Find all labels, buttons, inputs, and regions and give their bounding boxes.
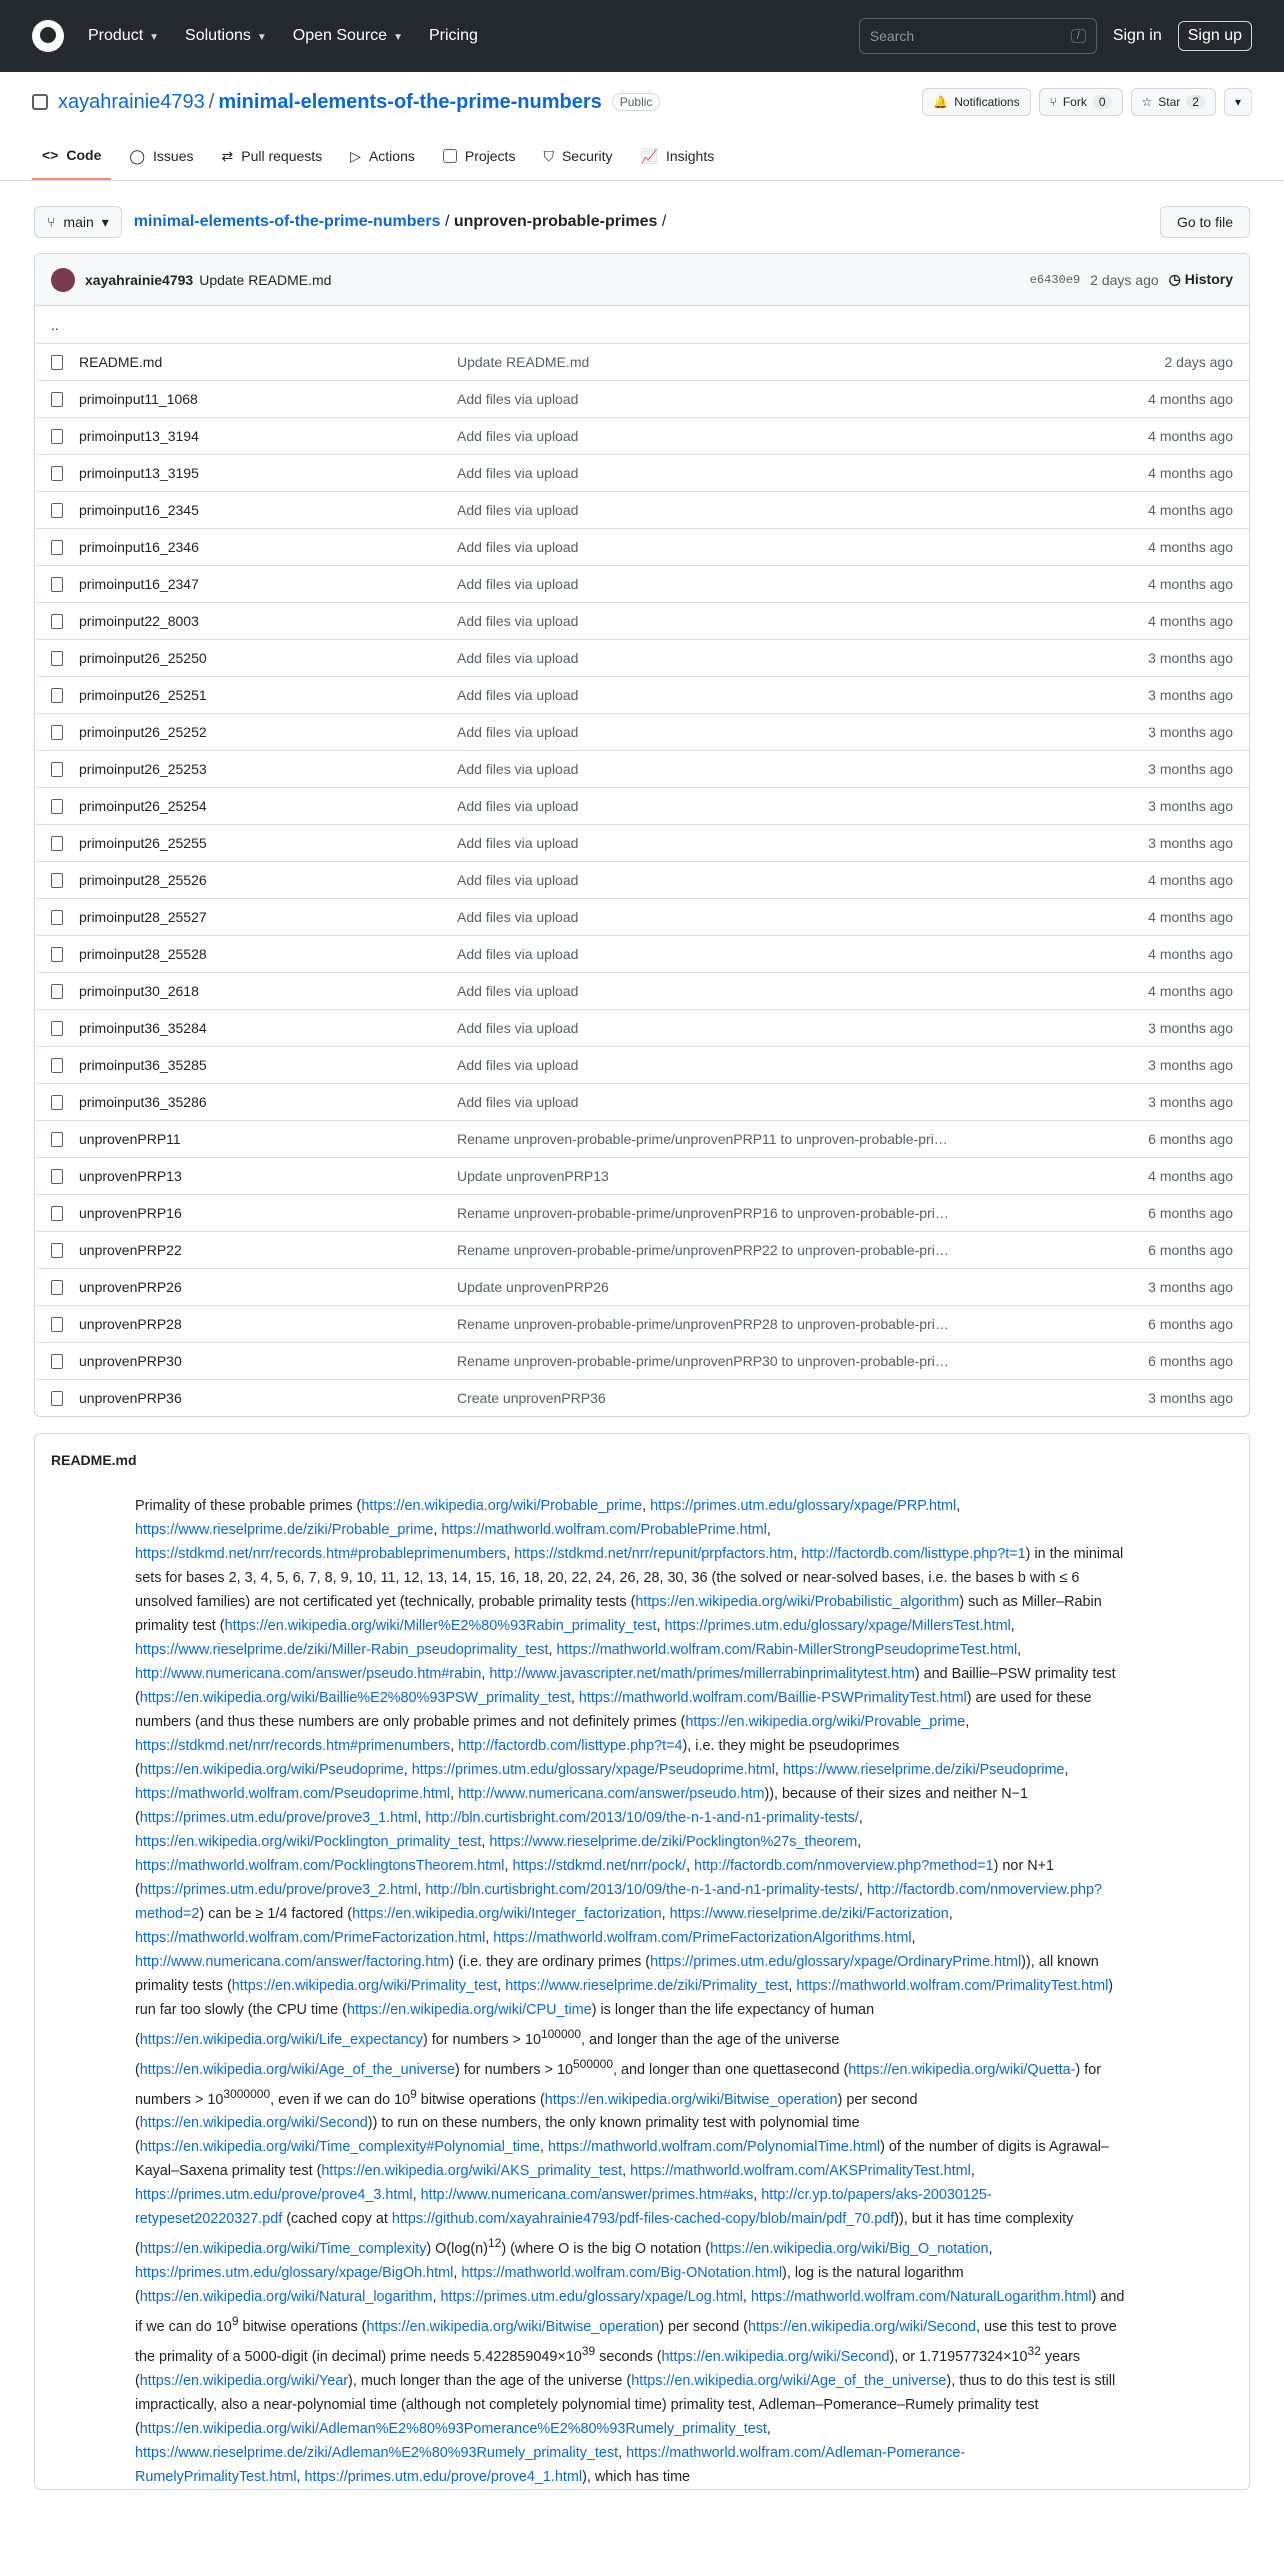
file-commit-message-link[interactable]: Add files via upload <box>457 428 579 444</box>
file-age: 6 months ago <box>1148 1131 1233 1147</box>
repo-tabs <box>32 132 1252 180</box>
top-nav <box>88 27 478 45</box>
readme-link[interactable]: https://www.rieselprime.de/ziki/Probable_prime <box>135 1522 434 1538</box>
readme-link[interactable]: http://bln.curtisbright.com/2013/10/09/the-n-1-and-n1-primality-tests/ <box>425 1810 859 1826</box>
star-dropdown-button[interactable] <box>1224 88 1252 116</box>
file-commit-message-link[interactable]: Create unprovenPRP36 <box>457 1390 606 1406</box>
tab-security[interactable]: ⛉ Security <box>543 147 613 164</box>
file-age: 3 months ago <box>1148 1390 1233 1406</box>
file-age: 4 months ago <box>1148 502 1233 518</box>
readme-link[interactable]: https://en.wikipedia.org/wiki/Miller%E2%80%93Rabin_primality_test <box>224 1618 657 1634</box>
file-icon <box>51 1206 63 1221</box>
nav-open-source[interactable]: Open Source ▼ <box>292 27 403 44</box>
file-age: 3 months ago <box>1148 798 1233 814</box>
file-icon <box>51 762 63 777</box>
readme-link[interactable]: http://factordb.com/nmoverview.php?method=2 <box>135 1882 1103 1922</box>
file-age: 4 months ago <box>1148 946 1233 962</box>
file-commit-message-link[interactable]: Add files via upload <box>457 761 579 777</box>
readme-link[interactable]: https://en.wikipedia.org/wiki/Pocklington_primality_test <box>135 1834 482 1850</box>
chevron-down-icon: ▾ <box>1234 95 1241 109</box>
file-icon <box>51 947 63 962</box>
file-row[interactable] <box>35 1379 1249 1416</box>
file-commit-message-link[interactable]: Add files via upload <box>457 650 579 666</box>
latest-commit-bar <box>35 254 1249 306</box>
file-name-link[interactable]: primoinput16_2347 <box>79 576 199 592</box>
file-age: 4 months ago <box>1148 909 1233 925</box>
file-age: 4 months ago <box>1148 872 1233 888</box>
star-icon: ☆ <box>1141 95 1153 109</box>
tab-projects[interactable]: Projects <box>433 132 526 180</box>
file-icon <box>51 799 63 814</box>
file-icon <box>51 873 63 888</box>
file-name-link[interactable]: unprovenPRP16 <box>79 1205 182 1221</box>
file-name-link[interactable]: primoinput16_2346 <box>79 539 199 555</box>
file-commit-message-link[interactable]: Add files via upload <box>457 909 579 925</box>
search-shortcut-key: / <box>1071 29 1086 43</box>
file-row[interactable] <box>35 1194 1249 1231</box>
file-row[interactable] <box>35 935 1249 972</box>
readme-link[interactable]: https://stdkmd.net/nrr/records.htm#primenumbers <box>135 1738 451 1754</box>
file-name-link[interactable]: primoinput26_25254 <box>79 798 207 814</box>
site-header <box>0 0 1284 72</box>
readme-link[interactable]: https://mathworld.wolfram.com/Rabin-MillerStrongPseudoprimeTest.html <box>556 1642 1018 1658</box>
file-commit-message-link[interactable]: Update unprovenPRP13 <box>457 1168 609 1184</box>
file-row[interactable] <box>35 602 1249 639</box>
file-icon <box>51 503 63 518</box>
file-row[interactable] <box>35 417 1249 454</box>
readme-link[interactable]: https://en.wikipedia.org/wiki/Pseudoprime <box>139 1762 404 1778</box>
file-name-link[interactable]: primoinput28_25528 <box>79 946 207 962</box>
readme-link[interactable]: http://cr.yp.to/papers/aks-20030125-retypeset20220327.pdf <box>135 2187 992 2228</box>
readme-link[interactable]: https://mathworld.wolfram.com/Adleman-Pomerance-RumelyPrimalityTest.html <box>135 2444 966 2485</box>
file-name-link[interactable]: primoinput26_25250 <box>79 650 207 666</box>
file-age: 6 months ago <box>1148 1316 1233 1332</box>
readme-link[interactable]: https://en.wikipedia.org/wiki/Quetta- <box>848 2061 1076 2078</box>
readme-link[interactable]: https://stdkmd.net/nrr/pock/ <box>512 1858 687 1874</box>
file-commit-message-link[interactable]: Add files via upload <box>457 872 579 888</box>
path-separator: / <box>208 90 215 113</box>
file-commit-message-link[interactable]: Add files via upload <box>457 391 579 407</box>
readme-link[interactable]: https://en.wikipedia.org/wiki/Age_of_the_universe <box>631 2372 947 2389</box>
readme-link[interactable]: https://primes.utm.edu/prove/prove3_1.html <box>139 1810 418 1826</box>
file-row[interactable] <box>35 343 1249 380</box>
readme-title: README.md <box>51 1452 137 1468</box>
breadcrumb-folder: unproven-probable-primes <box>453 213 658 230</box>
readme-link[interactable]: https://www.rieselprime.de/ziki/Factorization <box>669 1906 949 1922</box>
readme-paragraph: Primality of these probable primes (https://en.wikipedia.org/wiki/Probable_prime, https://primes.utm.edu/glossary/xpage/PRP.html, https://www.rieselprime.de/ziki/Probable_prime, https://mathworld.wolfram.com/ProbablePrime.html, https://stdkmd.net/nrr/records.htm#probableprimenumbers, https://stdkmd.net/nrr/repunit/prpfactors.htm, http://factordb.com/listtype.php?t=1) in the minimal sets for bases 2, 3, 4, 5, 6, 7, 8, 9, 10, 11, 12, 13, 14, 15, 16, 18, 20, 22, 24, 26, 28, 30, 36 (the solved or near-solved bases, i.e. the bases b with ≤ 6 unsolved families) are not certificated yet (technically, probable primality tests (https://en.wikipedia.org/wiki/Probabilistic_algorithm) such as Miller–Rabin primality test (https://en.wikipedia.org/wiki/Miller%E2%80%93Rabin_primality_test, https://primes.utm.edu/glossary/xpage/MillersTest.html, https://www.rieselprime.de/ziki/Miller-Rabin_pseudoprimality_test, https://mathworld.wolfram.com/Rabin-MillerStrongPseudoprimeTest.html, http://www.numericana.com/answer/pseudo.htm#rabin, http://www.javascripter.net/math/primes/millerrabinprimalitytest.htm) and Baillie–PSW primality test (https://en.wikipedia.org/wiki/Baillie%E2%80%93PSW_primality_test, https://mathworld.wolfram.com/Baillie-PSWPrimalityTest.html) are used for these numbers (and thus these numbers are only probable primes and not definitely primes (https://en.wikipedia.org/wiki/Provable_prime, https://stdkmd.net/nrr/records.htm#primenumbers, http://factordb.com/listtype.php?t=4), i.e. they might be pseudoprimes (https://en.wikipedia.org/wiki/Pseudoprime, https://primes.utm.edu/glossary/xpage/Pseudoprime.html, https://www.rieselprime.de/ziki/Pseudoprime, https://mathworld.wolfram.com/Pseudoprime.html, http://www.numericana.com/answer/pseudo.htm)), because of their sizes and neither N−1 (https://primes.utm.edu/prove/prove3_1.html, http://bln.curtisbright.com/2013/10/09/the-n-1-and-n1-primality-tests/, https://en.wikipedia.org/wiki/Pocklington_primality_test, https://www.rieselprime.de/ziki/Pocklington%27s_theorem, https://mathworld.wolfram.com/PocklingtonsTheorem.html, https://stdkmd.net/nrr/pock/, http://factordb.com/nmoverview.php?method=1) nor N+1 (https://primes.utm.edu/prove/prove3_2.html, http://bln.curtisbright.com/2013/10/09/the-n-1-and-n1-primality-tests/, http://factordb.com/nmoverview.php?method=2) can be ≥ 1/4 factored (https://en.wikipedia.org/wiki/Integer_factorization, https://www.rieselprime.de/ziki/Factorization, https://mathworld.wolfram.com/PrimeFactorization.html, https://mathworld.wolfram.com/PrimeFactorizationAlgorithms.html, http://www.numericana.com/answer/factoring.htm) (i.e. they are ordinary primes (https://primes.utm.edu/glossary/xpage/OrdinaryPrime.html)), all known primality tests (https://en.wikipedia.org/wiki/Primality_test, https://www.rieselprime.de/ziki/Primality_test, https://mathworld.wolfram.com/PrimalityTest.html) run far too slowly (the CPU time (https://en.wikipedia.org/wiki/CPU_time) is longer than the life expectancy of human (https://en.wikipedia.org/wiki/Life_expectancy) for numbers > $10^{100000}$, and longer than the age of the universe (https://en.wikipedia.org/wiki/Age_of_the_universe) for numbers > $10^{500000}$, and longer than one quettasecond (https://en.wikipedia.org/wiki/Quetta-) for numbers > $10^{3000000}$, even if we can do $10^9$ bitwise operations (https://en.wikipedia.org/wiki/Bitwise_operation) per second (https://en.wikipedia.org/wiki/Second)) to run on these numbers, the only known primality test with polynomial time (https://en.wikipedia.org/wiki/Time_complexity#Polynomial_time, https://mathworld.wolfram.com/PolynomialTime.html) of the number of digits is Agrawal–Kayal–Saxena primality test (https://en.wikipedia.org/wiki/AKS_primality_test, https://mathworld.wolfram.com/AKSPrimalityTest.html, https://primes.utm.edu/prove/prove4_3.html, http://www.numericana.com/answer/primes.htm#aks, http://cr.yp.to/papers/aks-20030125-retypeset20220327.pdf (cached copy at https://github.com/xayahrainie4793/pdf-files-cached-copy/blob/main/pdf_70.pdf)), but it has time complexity (https://en.wikipedia.org/wiki/Time_complexity) $O(\log(n)^{12})$ (where O is the big O notation (https://en.wikipedia.org/wiki/Big_O_notation, https://primes.utm.edu/glossary/xpage/BigOh.html, https://mathworld.wolfram.com/Big-ONotation.html), log is the natural logarithm (https://en.wikipedia.org/wiki/Natural_logarithm, https://primes.utm.edu/glossary/xpage/Log.html, https://mathworld.wolfram.com/NaturalLogarithm.html) and if we can do $10^9$ bitwise operations (https://en.wikipedia.org/wiki/Bitwise_operation) per second (https://en.wikipedia.org/wiki/Second, use this test to prove the primality of a 5000-digit (in decimal) prime needs $5.422859049\times 10^{39}$ seconds (https://en.wikipedia.org/wiki/Second), or $1.719577324\times 10^{32}$ years (https://en.wikipedia.org/wiki/Year), much longer than the age of the universe (https://en.wikipedia.org/wiki/Age_of_the_universe), thus to do this test is still impractically, also a near-polynomial time (although not completely polynomial time) primality test, Adleman–Pomerance–Rumely primality test (https://en.wikipedia.org/wiki/Adleman%E2%80%93Pomerance%E2%80%93Rumely_primality_test, https://www.rieselprime.de/ziki/Adleman%E2%80%93Rumely_primality_test, https://mathworld.wolfram.com/Adleman-Pomerance-RumelyPrimalityTest.html, https://primes.utm.edu/prove/prove4_1.html), which has time <box>135 1498 1125 2485</box>
readme-link[interactable]: https://en.wikipedia.org/wiki/Life_expectancy <box>139 2031 423 2048</box>
file-age: 3 months ago <box>1148 1279 1233 1295</box>
readme-link[interactable]: https://mathworld.wolfram.com/NaturalLogarithm.html <box>750 2289 1092 2306</box>
file-commit-message-link[interactable]: Add files via upload <box>457 798 579 814</box>
file-commit-message-link[interactable]: Add files via upload <box>457 576 579 592</box>
file-row[interactable] <box>35 380 1249 417</box>
file-name-link[interactable]: primoinput16_2345 <box>79 502 199 518</box>
file-commit-message-link[interactable]: Rename unproven-probable-prime/unprovenPRP30 to unproven-probable-pri… <box>457 1353 949 1369</box>
tab-pull-requests[interactable]: ⇄ Pull requests <box>221 147 323 164</box>
file-row[interactable] <box>35 713 1249 750</box>
tab-actions[interactable]: ▷ Actions <box>350 147 415 164</box>
branch-icon: ⑂ <box>47 214 56 230</box>
file-name-link[interactable]: primoinput26_25253 <box>79 761 207 777</box>
file-commit-message-link[interactable]: Rename unproven-probable-prime/unprovenPRP28 to unproven-probable-pri… <box>457 1316 949 1332</box>
file-row[interactable] <box>35 1046 1249 1083</box>
chevron-down-icon: ▼ <box>393 32 403 43</box>
readme-link[interactable]: https://primes.utm.edu/glossary/xpage/PRP.html <box>650 1498 957 1514</box>
notifications-button[interactable]: 🔔 Notifications <box>922 88 1030 116</box>
file-row[interactable] <box>35 861 1249 898</box>
file-commit-message-link[interactable]: Add files via upload <box>457 465 579 481</box>
readme-link[interactable]: http://factordb.com/listtype.php?t=1 <box>801 1546 1026 1562</box>
readme-link[interactable]: https://en.wikipedia.org/wiki/Primality_test <box>231 1978 498 1994</box>
file-name-link[interactable]: unprovenPRP26 <box>79 1279 182 1295</box>
file-name-link[interactable]: README.md <box>79 354 163 370</box>
file-name-link[interactable]: primoinput26_25255 <box>79 835 207 851</box>
parent-directory-row[interactable]: .. <box>51 316 59 333</box>
readme-link[interactable]: https://en.wikipedia.org/wiki/Second <box>139 2115 368 2132</box>
readme-link[interactable]: https://en.wikipedia.org/wiki/CPU_time <box>346 2002 592 2018</box>
file-commit-message-link[interactable]: Add files via upload <box>457 613 579 629</box>
file-icon <box>51 688 63 703</box>
file-icon <box>51 651 63 666</box>
file-age: 3 months ago <box>1148 724 1233 740</box>
file-commit-message-link[interactable]: Rename unproven-probable-prime/unprovenPRP11 to unproven-probable-pri… <box>457 1131 948 1147</box>
file-row[interactable] <box>35 454 1249 491</box>
pull-request-icon: ⇄ <box>221 147 234 164</box>
file-row[interactable] <box>35 787 1249 824</box>
file-row[interactable] <box>35 824 1249 861</box>
file-row[interactable] <box>35 639 1249 676</box>
file-age: 3 months ago <box>1148 687 1233 703</box>
file-icon <box>51 1391 63 1406</box>
file-icon <box>51 540 63 555</box>
star-count: 2 <box>1186 95 1205 109</box>
readme-link[interactable]: https://en.wikipedia.org/wiki/Time_complexity <box>139 2241 427 2258</box>
readme-link[interactable]: https://primes.utm.edu/prove/prove4_3.html <box>135 2187 413 2204</box>
file-row[interactable] <box>35 528 1249 565</box>
breadcrumb-root-link[interactable]: minimal-elements-of-the-prime-numbers <box>133 213 441 230</box>
fork-count: 0 <box>1093 95 1112 109</box>
file-name-link[interactable]: unprovenPRP22 <box>79 1242 182 1258</box>
file-commit-message-link[interactable]: Update README.md <box>457 354 590 370</box>
file-row[interactable] <box>35 1157 1249 1194</box>
file-row[interactable] <box>35 1120 1249 1157</box>
readme-link[interactable]: https://mathworld.wolfram.com/PocklingtonsTheorem.html <box>135 1858 505 1874</box>
avatar[interactable] <box>51 268 75 292</box>
readme-link[interactable]: https://en.wikipedia.org/wiki/Bitwise_operation <box>366 2318 660 2335</box>
file-name-link[interactable]: primoinput26_25251 <box>79 687 207 703</box>
readme-link[interactable]: https://mathworld.wolfram.com/PrimeFactorization.html <box>135 1930 486 1946</box>
readme-link[interactable]: https://mathworld.wolfram.com/PrimalityTest.html <box>796 1978 1109 1994</box>
file-name-link[interactable]: unprovenPRP28 <box>79 1316 182 1332</box>
file-age: 4 months ago <box>1148 539 1233 555</box>
readme-link[interactable]: https://stdkmd.net/nrr/repunit/prpfactors.htm <box>514 1546 794 1562</box>
file-commit-message-link[interactable]: Rename unproven-probable-prime/unprovenPRP22 to unproven-probable-pri… <box>457 1242 949 1258</box>
file-icon <box>51 836 63 851</box>
file-name-link[interactable]: unprovenPRP11 <box>79 1131 181 1147</box>
chevron-down-icon: ▼ <box>149 32 160 43</box>
readme-link[interactable]: http://factordb.com/nmoverview.php?method=1 <box>694 1858 994 1874</box>
file-row[interactable] <box>35 491 1249 528</box>
file-age: 4 months ago <box>1148 576 1233 592</box>
file-icon <box>51 1058 63 1073</box>
star-button[interactable]: ☆ Star 2 <box>1131 88 1216 116</box>
readme-link[interactable]: https://en.wikipedia.org/wiki/Provable_prime <box>685 1714 966 1730</box>
readme-link[interactable]: https://en.wikipedia.org/wiki/AKS_primality_test <box>321 2163 623 2180</box>
readme-link[interactable]: https://www.rieselprime.de/ziki/Pocklington%27s_theorem <box>489 1834 858 1850</box>
readme-link[interactable]: https://en.wikipedia.org/wiki/Natural_logarithm <box>139 2289 433 2306</box>
readme-link[interactable]: https://en.wikipedia.org/wiki/Probabilistic_algorithm <box>635 1594 960 1610</box>
file-row[interactable] <box>35 1342 1249 1379</box>
readme-link[interactable]: https://primes.utm.edu/glossary/xpage/OrdinaryPrime.html <box>650 1954 1022 1970</box>
file-icon <box>51 355 63 370</box>
shield-icon: ⛉ <box>543 147 554 164</box>
readme-link[interactable]: http://www.numericana.com/answer/pseudo.htm <box>458 1786 765 1802</box>
branch-selector[interactable]: ⑂ main ▾ <box>34 206 122 238</box>
file-icon <box>51 392 63 407</box>
file-row[interactable] <box>35 1268 1249 1305</box>
readme-link[interactable]: https://mathworld.wolfram.com/AKSPrimalityTest.html <box>630 2163 971 2180</box>
readme-link[interactable]: https://en.wikipedia.org/wiki/Year <box>139 2372 349 2389</box>
readme-link[interactable]: https://mathworld.wolfram.com/ProbablePrime.html <box>441 1522 767 1538</box>
commit-sha-link[interactable]: e6430e9 <box>1029 272 1081 287</box>
path-separator: / <box>444 213 454 230</box>
code-icon: <> <box>42 147 59 163</box>
nav-product[interactable]: Product ▼ <box>88 27 160 44</box>
file-age: 4 months ago <box>1148 1168 1233 1184</box>
readme-link[interactable]: https://www.rieselprime.de/ziki/Pseudoprime <box>782 1762 1065 1778</box>
file-icon <box>51 1243 63 1258</box>
file-age: 4 months ago <box>1148 983 1233 999</box>
repo-header <box>0 72 1284 181</box>
file-commit-message-link[interactable]: Add files via upload <box>457 835 579 851</box>
search-input[interactable]: Search / <box>859 18 1097 54</box>
readme-link[interactable]: https://en.wikipedia.org/wiki/Time_complexity#Polynomial_time <box>139 2139 540 2156</box>
file-age: 3 months ago <box>1148 835 1233 851</box>
sign-up-button[interactable]: Sign up <box>1178 21 1252 51</box>
file-row[interactable] <box>35 1083 1249 1120</box>
readme-link[interactable]: http://www.javascripter.net/math/primes/millerrabinprimalitytest.htm <box>489 1666 915 1682</box>
issue-icon: ◯ <box>129 147 146 164</box>
file-row[interactable] <box>35 750 1249 787</box>
repo-owner-link[interactable]: xayahrainie4793 <box>58 90 205 113</box>
tab-code[interactable]: <> Code <box>32 132 111 180</box>
readme-link[interactable]: http://www.numericana.com/answer/factoring.htm <box>135 1954 450 1970</box>
readme-panel <box>34 1433 1250 2490</box>
file-row[interactable] <box>35 565 1249 602</box>
breadcrumb <box>134 213 667 231</box>
file-name-link[interactable]: unprovenPRP36 <box>79 1390 182 1406</box>
file-name-link[interactable]: unprovenPRP30 <box>79 1353 182 1369</box>
tab-insights[interactable]: 📈 Insights <box>640 147 715 164</box>
file-icon <box>51 984 63 999</box>
bell-icon: 🔔 <box>933 95 949 109</box>
file-icon <box>51 1317 63 1332</box>
repo-name-link[interactable]: minimal-elements-of-the-prime-numbers <box>218 90 602 113</box>
readme-link[interactable]: https://primes.utm.edu/prove/prove3_2.html <box>139 1882 418 1898</box>
main-content <box>0 181 1284 2490</box>
table-icon <box>443 149 457 163</box>
file-row[interactable] <box>35 1231 1249 1268</box>
readme-link[interactable]: https://mathworld.wolfram.com/Baillie-PSWPrimalityTest.html <box>578 1690 967 1706</box>
file-icon <box>51 1169 63 1184</box>
readme-body <box>35 1486 1249 2489</box>
file-browser <box>34 253 1250 1417</box>
file-age: 3 months ago <box>1148 1020 1233 1036</box>
file-icon <box>51 725 63 740</box>
file-name-link[interactable]: primoinput36_35286 <box>79 1094 207 1110</box>
readme-link[interactable]: http://www.numericana.com/answer/primes.htm#aks <box>420 2187 754 2204</box>
sign-in-link[interactable]: Sign in <box>1112 27 1162 44</box>
readme-link[interactable]: https://mathworld.wolfram.com/PrimeFactorizationAlgorithms.html <box>493 1930 912 1946</box>
file-commit-message-link[interactable]: Add files via upload <box>457 983 579 999</box>
readme-link[interactable]: https://en.wikipedia.org/wiki/Big_O_notation <box>710 2241 989 2258</box>
file-icon <box>51 466 63 481</box>
file-age: 3 months ago <box>1148 761 1233 777</box>
history-icon: ◷ <box>1168 271 1185 287</box>
file-icon <box>51 577 63 592</box>
readme-link[interactable]: https://stdkmd.net/nrr/records.htm#probableprimenumbers <box>135 1546 507 1562</box>
play-icon: ▷ <box>350 147 361 164</box>
readme-link[interactable]: https://mathworld.wolfram.com/PolynomialTime.html <box>547 2139 881 2156</box>
readme-link[interactable]: https://en.wikipedia.org/wiki/Adleman%E2%80%93Pomerance%E2%80%93Rumely_primality_test <box>139 2420 767 2437</box>
file-age: 4 months ago <box>1148 428 1233 444</box>
file-commit-message-link[interactable]: Add files via upload <box>457 1094 579 1110</box>
readme-link[interactable]: https://en.wikipedia.org/wiki/Second <box>748 2318 977 2335</box>
commit-message-link[interactable]: Update README.md <box>199 271 332 288</box>
file-commit-message-link[interactable]: Add files via upload <box>457 502 579 518</box>
commit-age: 2 days ago <box>1090 271 1159 288</box>
file-commit-message-link[interactable]: Add files via upload <box>457 1020 579 1036</box>
commit-author-link[interactable]: xayahrainie4793 <box>85 271 194 288</box>
file-commit-message-link[interactable]: Add files via upload <box>457 946 579 962</box>
readme-link[interactable]: https://primes.utm.edu/glossary/xpage/Pseudoprime.html <box>411 1762 775 1778</box>
file-age: 6 months ago <box>1148 1353 1233 1369</box>
file-name-link[interactable]: primoinput11_1068 <box>79 391 198 407</box>
readme-link[interactable]: https://primes.utm.edu/glossary/xpage/Log.html <box>440 2289 743 2306</box>
readme-link[interactable]: https://www.rieselprime.de/ziki/Miller-Rabin_pseudoprimality_test <box>135 1642 549 1658</box>
file-row[interactable] <box>35 1009 1249 1046</box>
file-name-link[interactable]: primoinput30_2618 <box>79 983 199 999</box>
readme-link[interactable]: http://factordb.com/listtype.php?t=4 <box>458 1738 683 1754</box>
readme-link[interactable]: https://primes.utm.edu/glossary/xpage/BigOh.html <box>135 2265 454 2282</box>
file-age: 2 days ago <box>1164 354 1233 370</box>
tab-issues[interactable]: ◯ Issues <box>129 147 194 164</box>
chevron-down-icon: ▾ <box>101 213 109 230</box>
readme-link[interactable]: https://en.wikipedia.org/wiki/Age_of_the_universe <box>139 2061 455 2078</box>
readme-link[interactable]: https://primes.utm.edu/glossary/xpage/MillersTest.html <box>664 1618 1011 1634</box>
file-name-link[interactable]: primoinput28_25527 <box>79 909 207 925</box>
file-icon <box>51 1132 63 1147</box>
file-age: 4 months ago <box>1148 465 1233 481</box>
readme-link[interactable]: https://en.wikipedia.org/wiki/Second <box>661 2348 890 2365</box>
readme-link[interactable]: https://en.wikipedia.org/wiki/Integer_factorization <box>352 1906 662 1922</box>
readme-link[interactable]: http://bln.curtisbright.com/2013/10/09/the-n-1-and-n1-primality-tests/ <box>425 1882 859 1898</box>
file-icon <box>51 614 63 629</box>
file-age: 3 months ago <box>1148 650 1233 666</box>
file-icon <box>51 910 63 925</box>
file-age: 3 months ago <box>1148 1094 1233 1110</box>
file-row[interactable] <box>35 898 1249 935</box>
file-name-link[interactable]: primoinput22_8003 <box>79 613 199 629</box>
file-commit-message-link[interactable]: Add files via upload <box>457 1057 579 1073</box>
file-row[interactable] <box>35 676 1249 713</box>
file-age: 6 months ago <box>1148 1205 1233 1221</box>
file-row[interactable] <box>35 1305 1249 1342</box>
history-link[interactable]: ◷ History <box>1168 271 1233 287</box>
repo-icon <box>32 94 48 110</box>
file-age: 3 months ago <box>1148 1057 1233 1073</box>
readme-link[interactable]: https://www.rieselprime.de/ziki/Primality_test <box>505 1978 789 1994</box>
fork-icon: ⑂ <box>1049 95 1057 109</box>
graph-icon: 📈 <box>640 147 658 164</box>
file-name-link[interactable]: primoinput28_25526 <box>79 872 207 888</box>
chevron-down-icon: ▼ <box>256 32 267 43</box>
github-logo-icon[interactable] <box>32 20 64 52</box>
readme-link[interactable]: https://mathworld.wolfram.com/Pseudoprime.html <box>135 1786 451 1802</box>
path-separator: / <box>661 213 667 230</box>
file-icon <box>51 1095 63 1110</box>
file-commit-message-link[interactable]: Add files via upload <box>457 724 579 740</box>
readme-link[interactable]: https://primes.utm.edu/prove/prove4_1.html <box>304 2468 583 2485</box>
readme-link[interactable]: https://en.wikipedia.org/wiki/Probable_prime <box>361 1498 643 1514</box>
readme-link[interactable]: http://www.numericana.com/answer/pseudo.htm#rabin <box>135 1666 482 1682</box>
readme-link[interactable]: https://en.wikipedia.org/wiki/Bitwise_operation <box>544 2091 838 2108</box>
nav-pricing[interactable]: Pricing <box>428 27 478 44</box>
file-icon <box>51 1354 63 1369</box>
file-icon <box>51 429 63 444</box>
file-age: 6 months ago <box>1148 1242 1233 1258</box>
file-age: 4 months ago <box>1148 391 1233 407</box>
file-age: 4 months ago <box>1148 613 1233 629</box>
path-bar <box>34 205 1250 239</box>
readme-link[interactable]: https://github.com/xayahrainie4793/pdf-files-cached-copy/blob/main/pdf_70.pdf <box>391 2211 895 2228</box>
file-list <box>35 306 1249 1416</box>
file-icon <box>51 1021 63 1036</box>
file-icon <box>51 1280 63 1295</box>
visibility-badge: Public <box>612 93 661 111</box>
nav-solutions[interactable]: Solutions ▼ <box>185 27 267 44</box>
file-commit-message-link[interactable]: Update unprovenPRP26 <box>457 1279 609 1295</box>
file-row[interactable] <box>35 972 1249 1009</box>
readme-link[interactable]: https://en.wikipedia.org/wiki/Baillie%E2%80%93PSW_primality_test <box>139 1690 571 1706</box>
file-commit-message-link[interactable]: Add files via upload <box>457 687 579 703</box>
file-name-link[interactable]: primoinput36_35284 <box>79 1020 207 1036</box>
file-commit-message-link[interactable]: Add files via upload <box>457 539 579 555</box>
readme-link[interactable]: https://www.rieselprime.de/ziki/Adleman%E2%80%93Rumely_primality_test <box>135 2444 619 2461</box>
file-name-link[interactable]: primoinput36_35285 <box>79 1057 207 1073</box>
file-name-link[interactable]: primoinput13_3195 <box>79 465 199 481</box>
file-name-link[interactable]: primoinput13_3194 <box>79 428 199 444</box>
readme-link[interactable]: https://mathworld.wolfram.com/Big-ONotation.html <box>461 2265 783 2282</box>
file-name-link[interactable]: unprovenPRP13 <box>79 1168 182 1184</box>
go-to-file-button[interactable]: Go to file <box>1160 206 1250 238</box>
file-commit-message-link[interactable]: Rename unproven-probable-prime/unprovenPRP16 to unproven-probable-pri… <box>457 1205 949 1221</box>
file-name-link[interactable]: primoinput26_25252 <box>79 724 207 740</box>
fork-button[interactable]: ⑂ Fork 0 <box>1039 88 1123 116</box>
